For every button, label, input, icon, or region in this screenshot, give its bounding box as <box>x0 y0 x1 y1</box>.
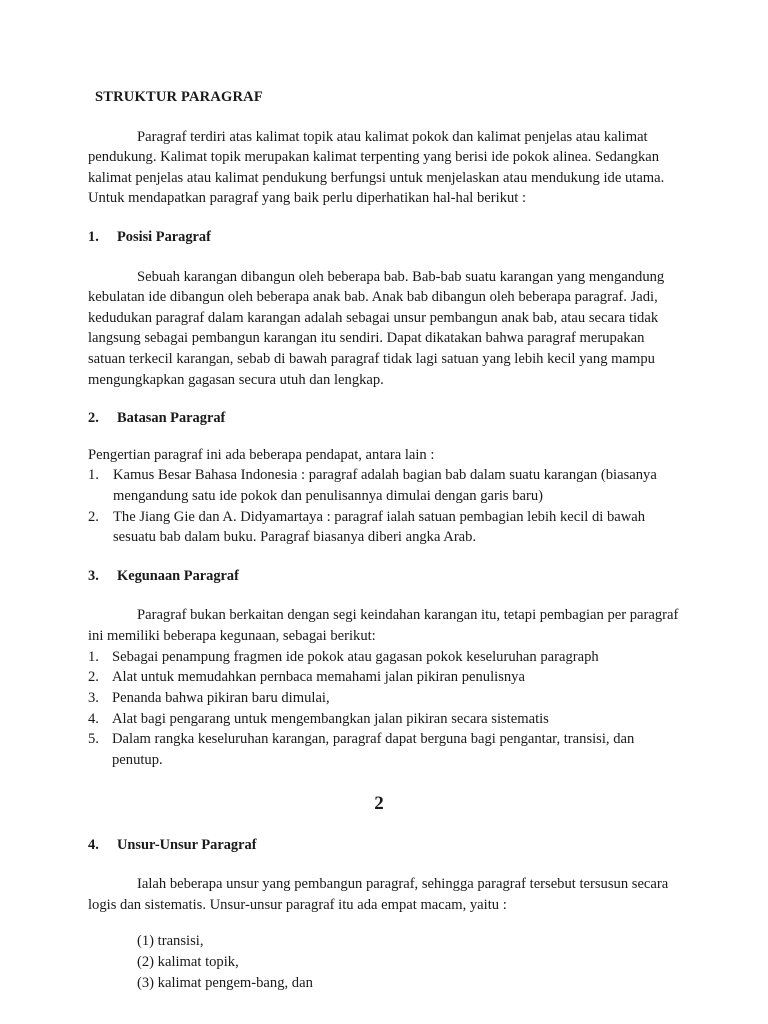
list-text: Dalam rangka keseluruhan karangan, paragraf dapat berguna bagi pengantar, transisi, dan penutup. <box>112 731 635 768</box>
section-4-paren-list <box>88 931 680 994</box>
list-marker: 4. <box>88 710 99 727</box>
list-text: Alat bagi pengarang untuk mengembangkan jalan pikiran secara sistematis <box>112 710 549 727</box>
section-2-lead: Pengertian paragraf ini ada beberapa pendapat, antara lain : <box>88 446 435 463</box>
section-label-3: Kegunaan Paragraf <box>117 568 239 585</box>
section-heading-1 <box>88 228 680 247</box>
list-item <box>88 465 680 506</box>
list-item: (2) kalimat topik, <box>137 954 239 971</box>
list-text: Sebagai penampung fragmen ide pokok atau gagasan pokok keseluruhan paragraph <box>112 648 599 665</box>
section-number-1: 1. <box>88 229 99 246</box>
section-heading-2 <box>88 409 680 428</box>
list-text: Penanda bahwa pikiran baru dimulai, <box>112 690 330 707</box>
section-2-list <box>88 465 680 548</box>
list-text: Kamus Besar Bahasa Indonesia : paragraf adalah bagian bab dalam suatu karangan (biasanya mengandung satu ide pokok dan penulisannya dimulai dengan garis baru) <box>113 467 657 505</box>
section-heading-4 <box>88 836 680 855</box>
list-item <box>88 667 680 688</box>
list-item <box>88 688 680 709</box>
section-heading-3 <box>88 567 680 586</box>
intro-paragraph: Paragraf terdiri atas kalimat topik atau kalimat pokok dan kalimat penjelas atau kalimat pendukung. Kalimat topik merupakan kalimat terpenting yang berisi ide pokok alinea. Sedangkan kalimat penjelas atau kalimat pendukung berfungsi untuk menjelaskan atau mendukung ide utama. Untuk mendapatkan paragraf yang baik perlu diperhatikan hal-hal berikut : <box>88 128 665 207</box>
list-text: The Jiang Gie dan A. Didyamartaya : paragraf ialah satuan pembagian lebih kecil di bawah sesuatu bab dalam buku. Paragraf biasanya diberi angka Arab. <box>113 508 646 546</box>
list-item: (3) kalimat pengem-bang, dan <box>137 975 313 992</box>
page-title: STRUKTUR PARAGRAF <box>95 89 263 105</box>
list-marker: 2. <box>88 508 99 525</box>
list-item <box>88 709 680 730</box>
section-label-4: Unsur-Unsur Paragraf <box>117 836 257 853</box>
section-3-list <box>88 647 680 771</box>
list-marker: 3. <box>88 690 99 707</box>
list-marker: 1. <box>88 648 99 665</box>
list-item: (1) transisi, <box>137 933 204 950</box>
section-number-2: 2. <box>88 410 99 427</box>
section-4-paragraph: Ialah beberapa unsur yang pembangun paragraf, sehingga paragraf tersebut tersusun secara logis dan sistematis. Unsur-unsur paragraf itu ada empat macam, yaitu : <box>88 876 669 913</box>
list-item <box>88 729 680 770</box>
list-marker: 5. <box>88 731 99 748</box>
section-1-paragraph: Sebuah karangan dibangun oleh beberapa bab. Bab-bab suatu karangan yang mengandung kebulatan ide dibangun oleh beberapa anak bab. Anak bab dibangun oleh beberapa paragraf. Jadi, kedudukan paragraf dalam karangan adalah sebagai unsur pembangun anak bab, atau secara tidak langsung sebagai pembangun karangan itu sendiri. Dapat dikatakan bahwa paragraf merupakan satuan terkecil karangan, sebab di bawah paragraf tidak lagi satuan yang lebih kecil yang mampu mengungkapkan gagasan secura utuh dan lengkap. <box>88 268 665 388</box>
section-label-2: Batasan Paragraf <box>117 410 226 427</box>
section-number-4: 4. <box>88 836 99 853</box>
list-marker: 2. <box>88 669 99 686</box>
list-text: Alat untuk memudahkan pernbaca memahami jalan pikiran penulisnya <box>112 669 525 686</box>
section-label-1: Posisi Paragraf <box>117 229 211 246</box>
list-marker: 1. <box>88 467 99 484</box>
list-item <box>88 647 680 668</box>
list-item <box>88 507 680 548</box>
section-number-3: 3. <box>88 568 99 585</box>
section-3-paragraph: Paragraf bukan berkaitan dengan segi keindahan karangan itu, tetapi pembagian per paragraf ini memiliki beberapa kegunaan, sebagai berikut: <box>88 607 679 645</box>
page-number: 2 <box>374 792 384 814</box>
